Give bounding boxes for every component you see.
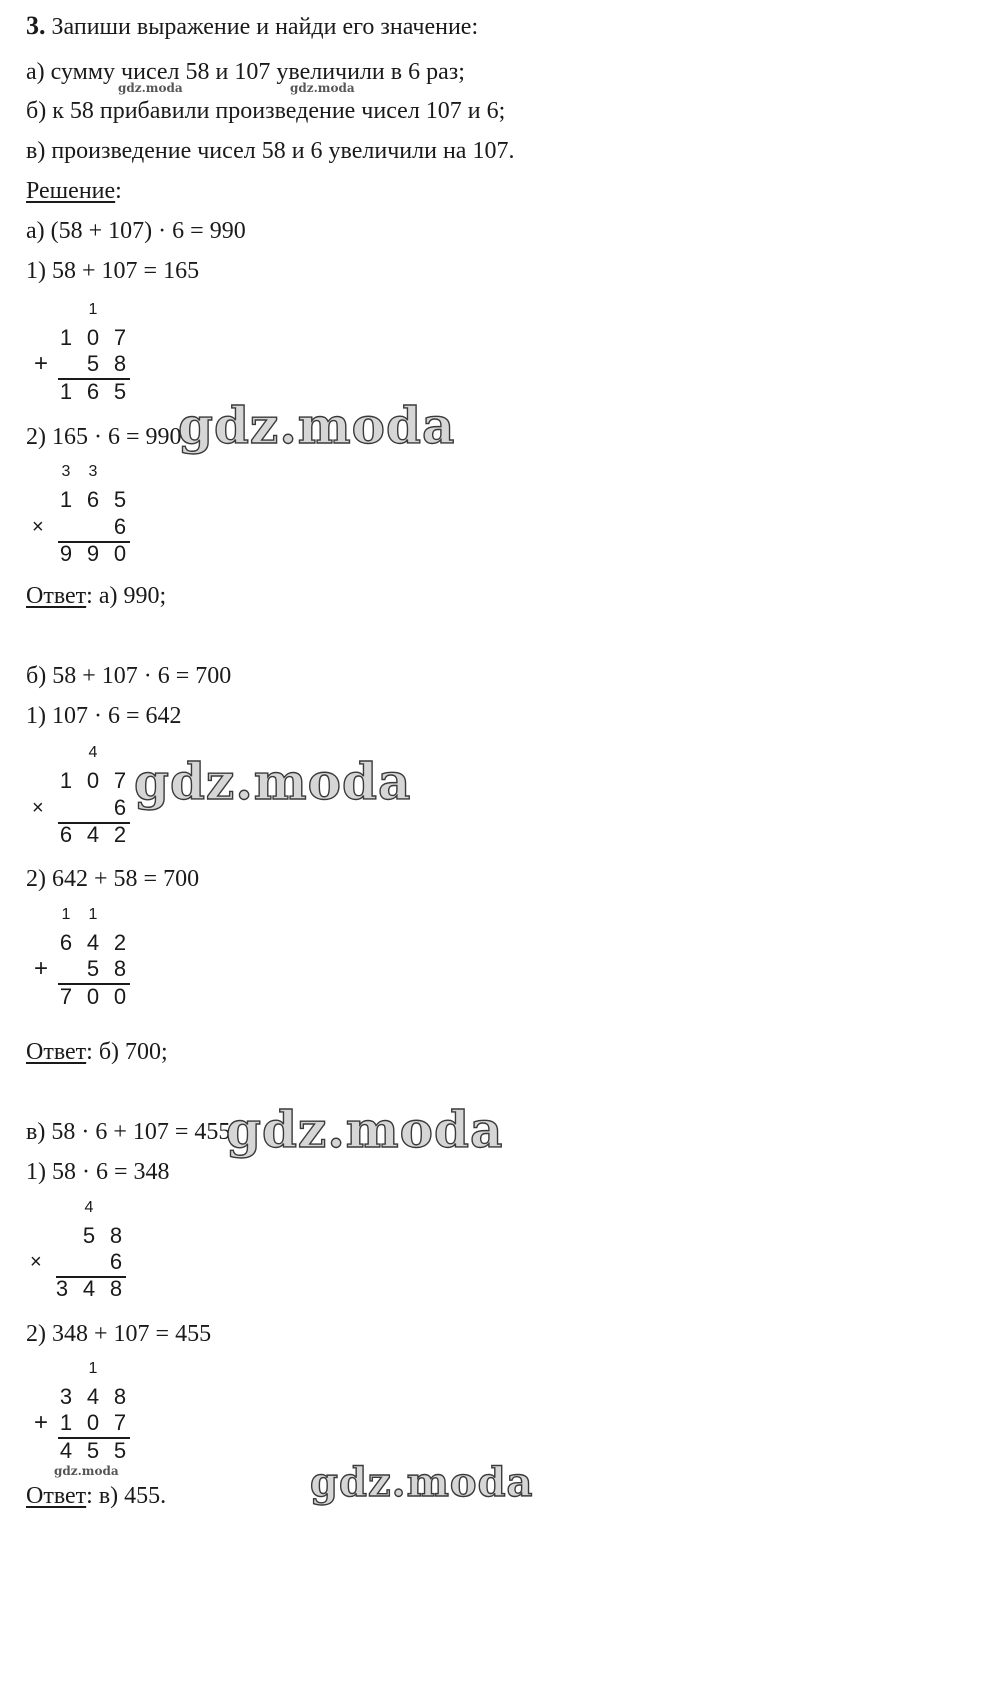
part-a-step1: 1) 58 + 107 = 165 — [26, 258, 200, 284]
digit: 7 — [59, 984, 73, 1009]
digit: 5 — [86, 956, 100, 981]
digit: 6 — [86, 487, 100, 512]
digit: 0 — [86, 984, 100, 1009]
part-a-expression: а) (58 + 107) · 6 = 990 — [26, 218, 246, 244]
carry-digit: 1 — [61, 906, 71, 923]
part-c-answer — [26, 1482, 166, 1510]
task-item-b: б) к 58 прибавили произведение чисел 107 и 6; — [26, 98, 506, 124]
digit: 5 — [86, 1438, 100, 1463]
part-c-expression: в) 58 · 6 + 107 = 455 — [26, 1119, 231, 1145]
carry-digit: 4 — [84, 1199, 94, 1216]
digit: 6 — [86, 379, 100, 404]
digit: 7 — [113, 325, 127, 350]
digit: 5 — [82, 1223, 96, 1248]
digit: 1 — [59, 768, 73, 793]
task-item-a: а) сумму чисел 58 и 107 увеличили в 6 раз; — [26, 59, 465, 85]
digit: 3 — [55, 1276, 69, 1301]
times-sign: × — [32, 797, 44, 819]
watermark-medium: gdz.moda — [310, 1459, 534, 1506]
carry-digit: 1 — [88, 906, 98, 923]
digit: 6 — [59, 930, 73, 955]
answer-label: Ответ — [26, 1483, 87, 1509]
digit: 4 — [82, 1276, 96, 1301]
digit: 6 — [109, 1249, 123, 1274]
part-a-answer — [26, 582, 166, 610]
digit: 9 — [86, 541, 100, 566]
digit: 8 — [109, 1223, 123, 1248]
digit: 1 — [59, 325, 73, 350]
digit: 5 — [113, 379, 127, 404]
digit: 2 — [113, 930, 127, 955]
carry-digit: 3 — [61, 463, 71, 480]
carry-digit: 4 — [88, 744, 98, 761]
digit: 4 — [86, 1384, 100, 1409]
digit: 1 — [59, 487, 73, 512]
digit: 9 — [59, 541, 73, 566]
digit: 5 — [113, 1438, 127, 1463]
plus-sign: + — [34, 955, 49, 982]
watermark-large-1: gdz.moda — [178, 396, 456, 455]
times-sign: × — [32, 516, 44, 538]
task-heading — [26, 12, 478, 41]
part-b-answer — [26, 1038, 168, 1066]
digit: 0 — [86, 1410, 100, 1435]
digit: 6 — [59, 822, 73, 847]
watermark-small-2: gdz.moda — [290, 81, 355, 95]
digit: 0 — [86, 768, 100, 793]
digit: 8 — [113, 351, 127, 376]
task-item-c: в) произведение чисел 58 и 6 увеличили на 107. — [26, 138, 515, 164]
answer-value: : а) 990; — [86, 583, 167, 609]
digit: 2 — [113, 822, 127, 847]
part-b-step1: 1) 107 · 6 = 642 — [26, 703, 182, 729]
digit: 4 — [86, 822, 100, 847]
task-number: 3. — [26, 11, 46, 40]
part-c-step2: 2) 348 + 107 = 455 — [26, 1321, 212, 1347]
digit: 0 — [86, 325, 100, 350]
times-sign: × — [30, 1251, 42, 1273]
digit: 7 — [113, 1410, 127, 1435]
answer-value: : в) 455. — [86, 1483, 167, 1509]
solution-colon: : — [115, 178, 122, 204]
digit: 6 — [113, 795, 127, 820]
solution-label: Решение — [26, 178, 116, 204]
watermark-large-2: gdz.moda — [134, 752, 412, 811]
carry-digit: 1 — [88, 1360, 98, 1377]
part-b-step2: 2) 642 + 58 = 700 — [26, 866, 200, 892]
digit: 3 — [59, 1384, 73, 1409]
solution-heading — [26, 177, 122, 205]
part-a-step2: 2) 165 · 6 = 990 — [26, 424, 182, 450]
answer-value: : б) 700; — [86, 1039, 168, 1065]
watermark-small-1: gdz.moda — [118, 81, 183, 95]
carry-digit: 1 — [88, 301, 98, 318]
digit: 8 — [113, 956, 127, 981]
carry-digit: 3 — [88, 463, 98, 480]
task-statement: Запиши выражение и найди его значение: — [51, 14, 479, 40]
digit: 8 — [109, 1276, 123, 1301]
digit: 1 — [59, 1410, 73, 1435]
digit: 0 — [113, 984, 127, 1009]
digit: 4 — [86, 930, 100, 955]
watermark-large-3: gdz.moda — [226, 1100, 504, 1159]
digit: 0 — [113, 541, 127, 566]
digit: 5 — [113, 487, 127, 512]
plus-sign: + — [34, 350, 49, 377]
part-b-expression: б) 58 + 107 · 6 = 700 — [26, 663, 232, 689]
digit: 8 — [113, 1384, 127, 1409]
digit: 5 — [86, 351, 100, 376]
plus-sign: + — [34, 1409, 49, 1436]
digit: 6 — [113, 514, 127, 539]
watermark-small-3: gdz.moda — [54, 1464, 119, 1478]
digit: 7 — [113, 768, 127, 793]
digit: 4 — [59, 1438, 73, 1463]
part-c-step1: 1) 58 · 6 = 348 — [26, 1159, 170, 1185]
answer-label: Ответ — [26, 1039, 87, 1065]
digit: 1 — [59, 379, 73, 404]
answer-label: Ответ — [26, 583, 87, 609]
